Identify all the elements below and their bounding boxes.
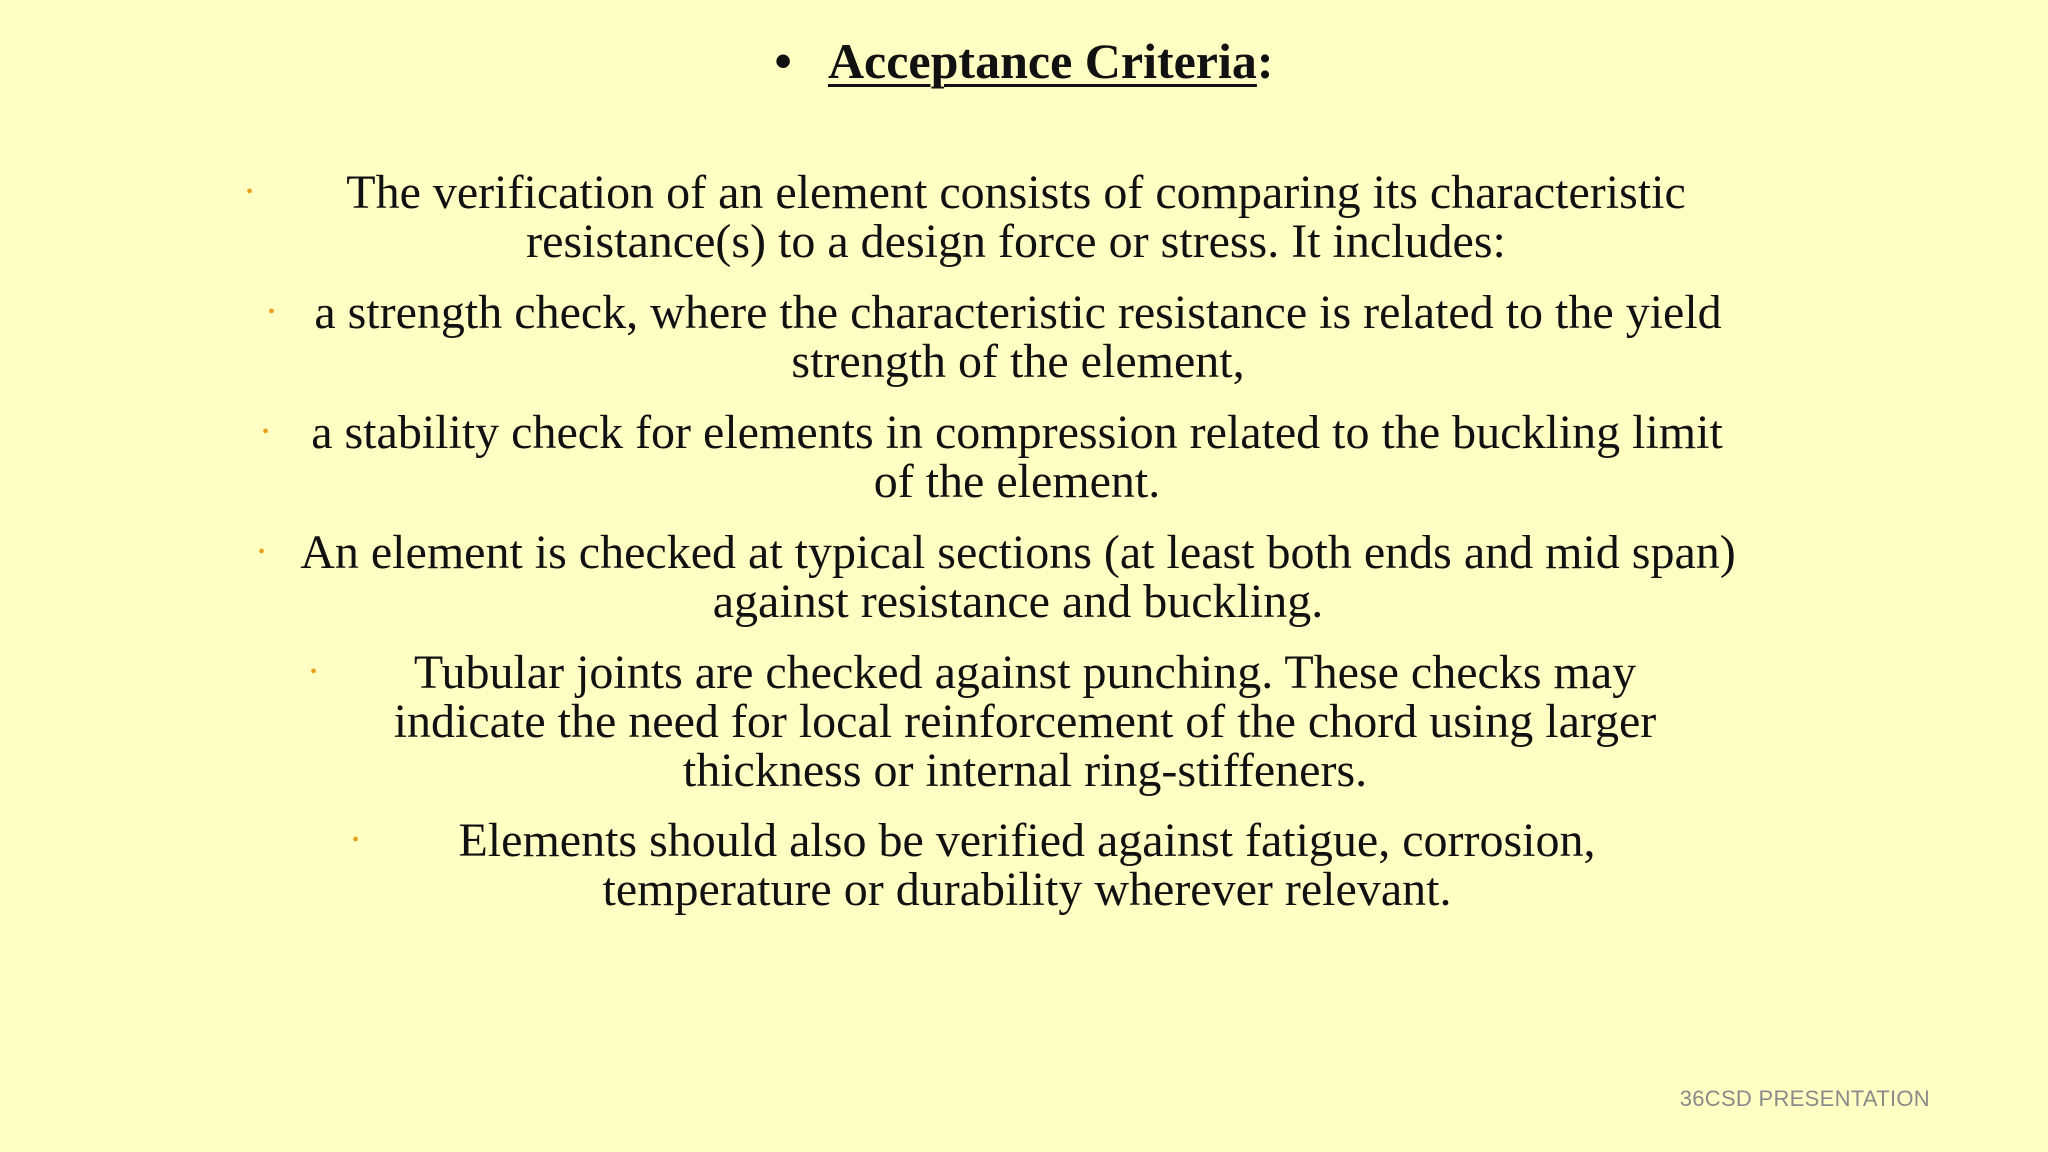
bullet-item: [262, 408, 1742, 506]
slide-footer: 36CSD PRESENTATION: [1679, 1086, 1930, 1111]
slide-title: Acceptance Criteria: [827, 33, 1257, 89]
bullet-item: [310, 648, 1710, 795]
bullet-item: [352, 816, 1672, 914]
slide-title-colon: :: [1256, 33, 1274, 89]
bullet-icon: •: [310, 661, 318, 683]
bullet-item: [268, 288, 1738, 386]
bullet-item-text: The verification of an element consists of comparing its characteristic resistance(s) to a design force or stress. It includes:: [346, 166, 1686, 268]
bullet-item-text: a stability check for elements in compression related to the buckling limit of the element.: [311, 406, 1723, 508]
bullet-item-text: Elements should also be verified against fatigue, corrosion, temperature or durability wherever relevant.: [458, 814, 1596, 916]
slide-title-row: [0, 28, 2048, 94]
bullet-icon: •: [258, 541, 266, 563]
bullet-icon: •: [352, 829, 360, 851]
title-bullet-icon: •: [774, 33, 792, 89]
bullet-item-text: An element is checked at typical sections (at least both ends and mid span) against resistance and buckling.: [300, 526, 1736, 628]
bullet-item: [246, 168, 1756, 266]
bullet-icon: •: [268, 301, 276, 323]
bullet-item-text: a strength check, where the characteristic resistance is related to the yield strength of the element,: [314, 286, 1722, 388]
bullet-icon: •: [246, 181, 254, 203]
bullet-item-text: Tubular joints are checked against punching. These checks may indicate the need for local reinforcement of the chord using larger thickness or internal ring-stiffeners.: [393, 646, 1657, 797]
bullet-item: [258, 528, 1748, 626]
bullet-icon: •: [262, 421, 270, 443]
